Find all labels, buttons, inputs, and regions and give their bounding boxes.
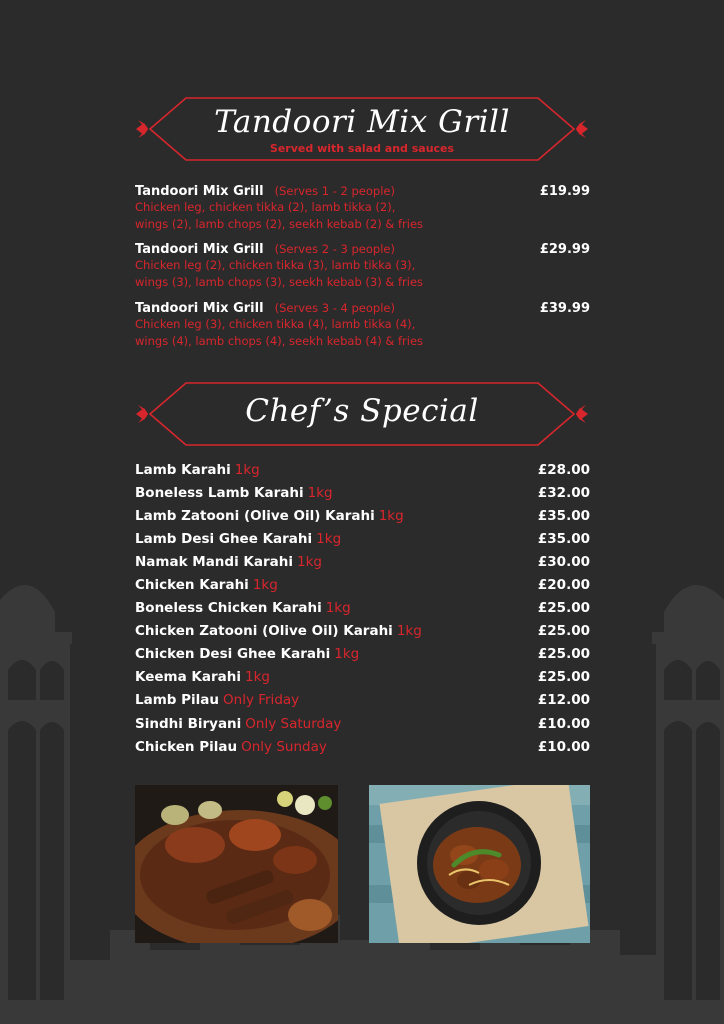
item-note: 1kg [325, 600, 351, 617]
list-item [135, 735, 590, 758]
item-price: £20.00 [537, 577, 590, 594]
item-name: Chicken Pilau [135, 738, 238, 755]
chefs-special-section-header [134, 381, 590, 447]
item-price: £19.99 [539, 184, 590, 199]
item-price: £10.00 [537, 738, 590, 755]
list-item [135, 643, 590, 666]
mixed-grill-photo [135, 785, 338, 943]
item-note: Only Sunday [241, 738, 327, 755]
item-price: £29.99 [539, 242, 590, 257]
list-item [135, 573, 590, 596]
item-name: Keema Karahi [135, 669, 241, 686]
item-name: Boneless Lamb Karahi [135, 484, 304, 501]
item-note: 1kg [316, 530, 342, 547]
item-name: Tandoori Mix Grill [135, 242, 264, 257]
list-item [135, 458, 590, 481]
item-name: Sindhi Biryani [135, 715, 242, 732]
tandoori-section-header [134, 96, 590, 162]
list-item [135, 527, 590, 550]
item-name: Lamb Karahi [135, 461, 231, 478]
item-description: wings (3), lamb chops (3), seekh kebab (3) & fries [135, 275, 424, 289]
list-item [135, 597, 590, 620]
list-item [135, 550, 590, 573]
list-item [135, 504, 590, 527]
menu-item [135, 180, 590, 233]
item-description: Chicken leg (3), chicken tikka (4), lamb tikka (4), [135, 317, 416, 331]
item-name: Lamb Zatooni (Olive Oil) Karahi [135, 507, 375, 524]
karahi-bowl-photo [369, 785, 590, 943]
item-note: 1kg [245, 669, 270, 686]
item-price: £30.00 [537, 553, 590, 570]
mixed-grill-image [135, 785, 338, 943]
item-price: £39.99 [539, 301, 590, 316]
list-item [135, 481, 590, 504]
item-description: Chicken leg, chicken tikka (2), lamb tikka (2), [135, 200, 396, 214]
list-item [135, 712, 590, 735]
item-price: £25.00 [537, 669, 590, 686]
item-name: Chicken Desi Ghee Karahi [135, 646, 331, 663]
list-item [135, 689, 590, 712]
menu-item [135, 238, 590, 291]
item-name: Tandoori Mix Grill [135, 301, 264, 316]
item-note: Only Saturday [245, 715, 342, 732]
item-note: 1kg [378, 507, 404, 524]
item-name: Namak Mandi Karahi [135, 553, 293, 570]
item-note: 1kg [307, 484, 333, 501]
item-serves: (Serves 2 - 3 people) [274, 242, 395, 256]
section-title: Chef’s Special [245, 393, 479, 429]
karahi-bowl-image [369, 785, 590, 943]
item-description: Chicken leg (2), chicken tikka (3), lamb tikka (3), [135, 258, 416, 272]
list-item [135, 666, 590, 689]
section-subtitle: Served with salad and sauces [269, 142, 455, 155]
item-price: £25.00 [537, 623, 590, 640]
item-price: £28.00 [537, 461, 590, 478]
item-price: £10.00 [537, 715, 590, 732]
item-serves: (Serves 1 - 2 people) [274, 184, 395, 198]
item-price: £35.00 [537, 507, 590, 524]
item-name: Chicken Karahi [135, 577, 249, 594]
list-item [135, 620, 590, 643]
item-name: Lamb Desi Ghee Karahi [135, 530, 313, 547]
item-price: £35.00 [537, 530, 590, 547]
item-price: £25.00 [537, 600, 590, 617]
item-price: £12.00 [537, 692, 590, 709]
item-name: Boneless Chicken Karahi [135, 600, 322, 617]
menu-item [135, 297, 590, 350]
item-price: £32.00 [537, 484, 590, 501]
item-note: Only Friday [223, 692, 300, 709]
item-name: Lamb Pilau [135, 692, 220, 709]
item-note: 1kg [252, 577, 278, 594]
section-title: Tandoori Mix Grill [214, 104, 510, 140]
item-serves: (Serves 3 - 4 people) [274, 301, 395, 315]
item-name: Chicken Zatooni (Olive Oil) Karahi [135, 623, 393, 640]
item-note: 1kg [297, 553, 322, 570]
item-note: 1kg [334, 646, 360, 663]
item-description: wings (2), lamb chops (2), seekh kebab (2) & fries [135, 217, 424, 231]
item-description: wings (4), lamb chops (4), seekh kebab (4) & fries [135, 334, 424, 348]
chefs-special-list [135, 458, 590, 758]
item-name: Tandoori Mix Grill [135, 184, 264, 199]
item-note: 1kg [234, 461, 260, 478]
item-note: 1kg [396, 623, 422, 640]
item-price: £25.00 [537, 646, 590, 663]
